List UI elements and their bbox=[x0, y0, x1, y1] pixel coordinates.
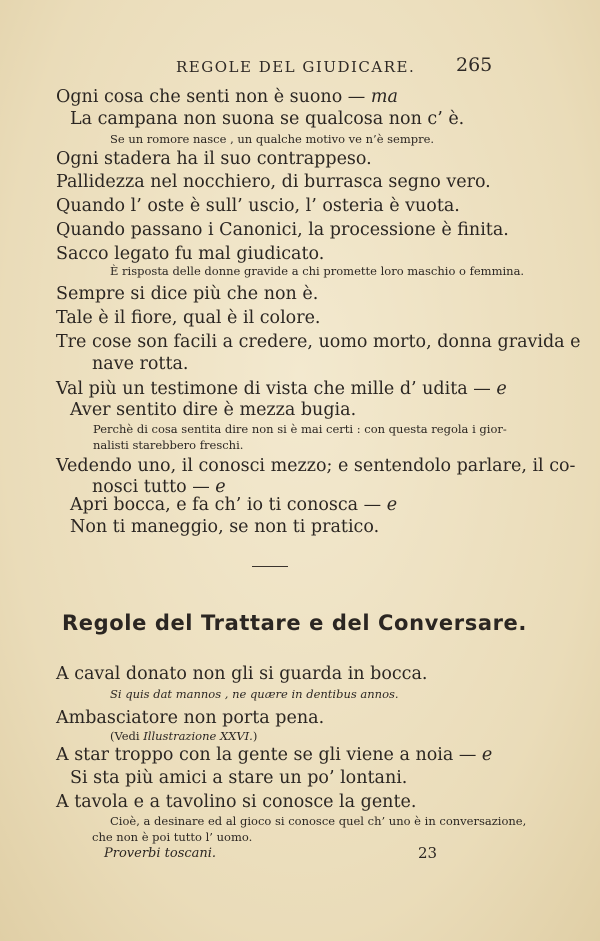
proverb-line: A star troppo con la gente se gli viene a noia — e bbox=[56, 745, 493, 765]
proverb-note: Perchè di cosa sentita dire non si è mai certi : con questa regola i gior- bbox=[93, 422, 507, 436]
proverb-line: A tavola e a tavolino si conosce la gente. bbox=[56, 792, 417, 812]
proverb-note: nalisti starebbero freschi. bbox=[93, 438, 244, 452]
proverb-line: Aver sentito dire è mezza bugia. bbox=[70, 400, 357, 420]
sheet-number: 23 bbox=[418, 844, 438, 862]
proverb-line: Ogni stadera ha il suo contrappeso. bbox=[56, 149, 372, 169]
proverb-line: Sacco legato fu mal giudicato. bbox=[56, 244, 325, 264]
proverb-note: Se un romore nasce , un qualche motivo ve n’è sempre. bbox=[110, 132, 435, 146]
proverb-note: È risposta delle donne gravide a chi promette loro maschio o femmina. bbox=[110, 264, 525, 278]
signature-mark: Proverbi toscani. bbox=[104, 846, 217, 861]
proverb-line: Quando passano i Canonici, la processione è finita. bbox=[56, 220, 509, 240]
proverb-note: che non è poi tutto l’ uomo. bbox=[92, 830, 253, 844]
proverb-line: La campana non suona se qualcosa non c’ è. bbox=[70, 109, 465, 129]
proverb-line: A caval donato non gli si guarda in bocca. bbox=[56, 664, 428, 684]
page-number: 265 bbox=[456, 54, 493, 76]
proverb-line: Non ti maneggio, se non ti pratico. bbox=[70, 517, 380, 537]
proverb-line: Pallidezza nel nocchiero, di burrasca segno vero. bbox=[56, 172, 491, 192]
proverb-line: Quando l’ oste è sull’ uscio, l’ osteria è vuota. bbox=[56, 196, 460, 216]
proverb-note: (Vedi Illustrazione XXVI.) bbox=[110, 729, 258, 743]
proverb-note: Cioè, a desinare ed al gioco si conosce quel ch’ uno è in conversazione, bbox=[110, 814, 527, 828]
proverb-line: Si sta più amici a stare un po’ lontani. bbox=[70, 768, 408, 788]
proverb-line: Tale è il fiore, qual è il colore. bbox=[56, 308, 321, 328]
proverb-note: Si quis dat mannos , ne quære in dentibus annos. bbox=[110, 687, 399, 701]
proverb-line: Val più un testimone di vista che mille d’ udita — e bbox=[56, 379, 507, 399]
section-heading: Regole del Trattare e del Conversare. bbox=[62, 611, 527, 635]
running-title: REGOLE DEL GIUDICARE. bbox=[176, 58, 416, 76]
proverb-line: Apri bocca, e fa ch’ io ti conosca — e bbox=[70, 495, 398, 515]
proverb-line: Vedendo uno, il conosci mezzo; e sentendolo parlare, il co- bbox=[56, 456, 576, 476]
section-divider bbox=[252, 566, 288, 567]
proverb-line: Sempre si dice più che non è. bbox=[56, 284, 319, 304]
proverb-line: Ambasciatore non porta pena. bbox=[56, 708, 325, 728]
proverb-line: nosci tutto — e bbox=[92, 477, 226, 497]
proverb-line: nave rotta. bbox=[92, 354, 189, 374]
proverb-line: Ogni cosa che senti non è suono — ma bbox=[56, 87, 398, 107]
proverb-line: Tre cose son facili a credere, uomo morto, donna gravida e bbox=[56, 332, 581, 352]
